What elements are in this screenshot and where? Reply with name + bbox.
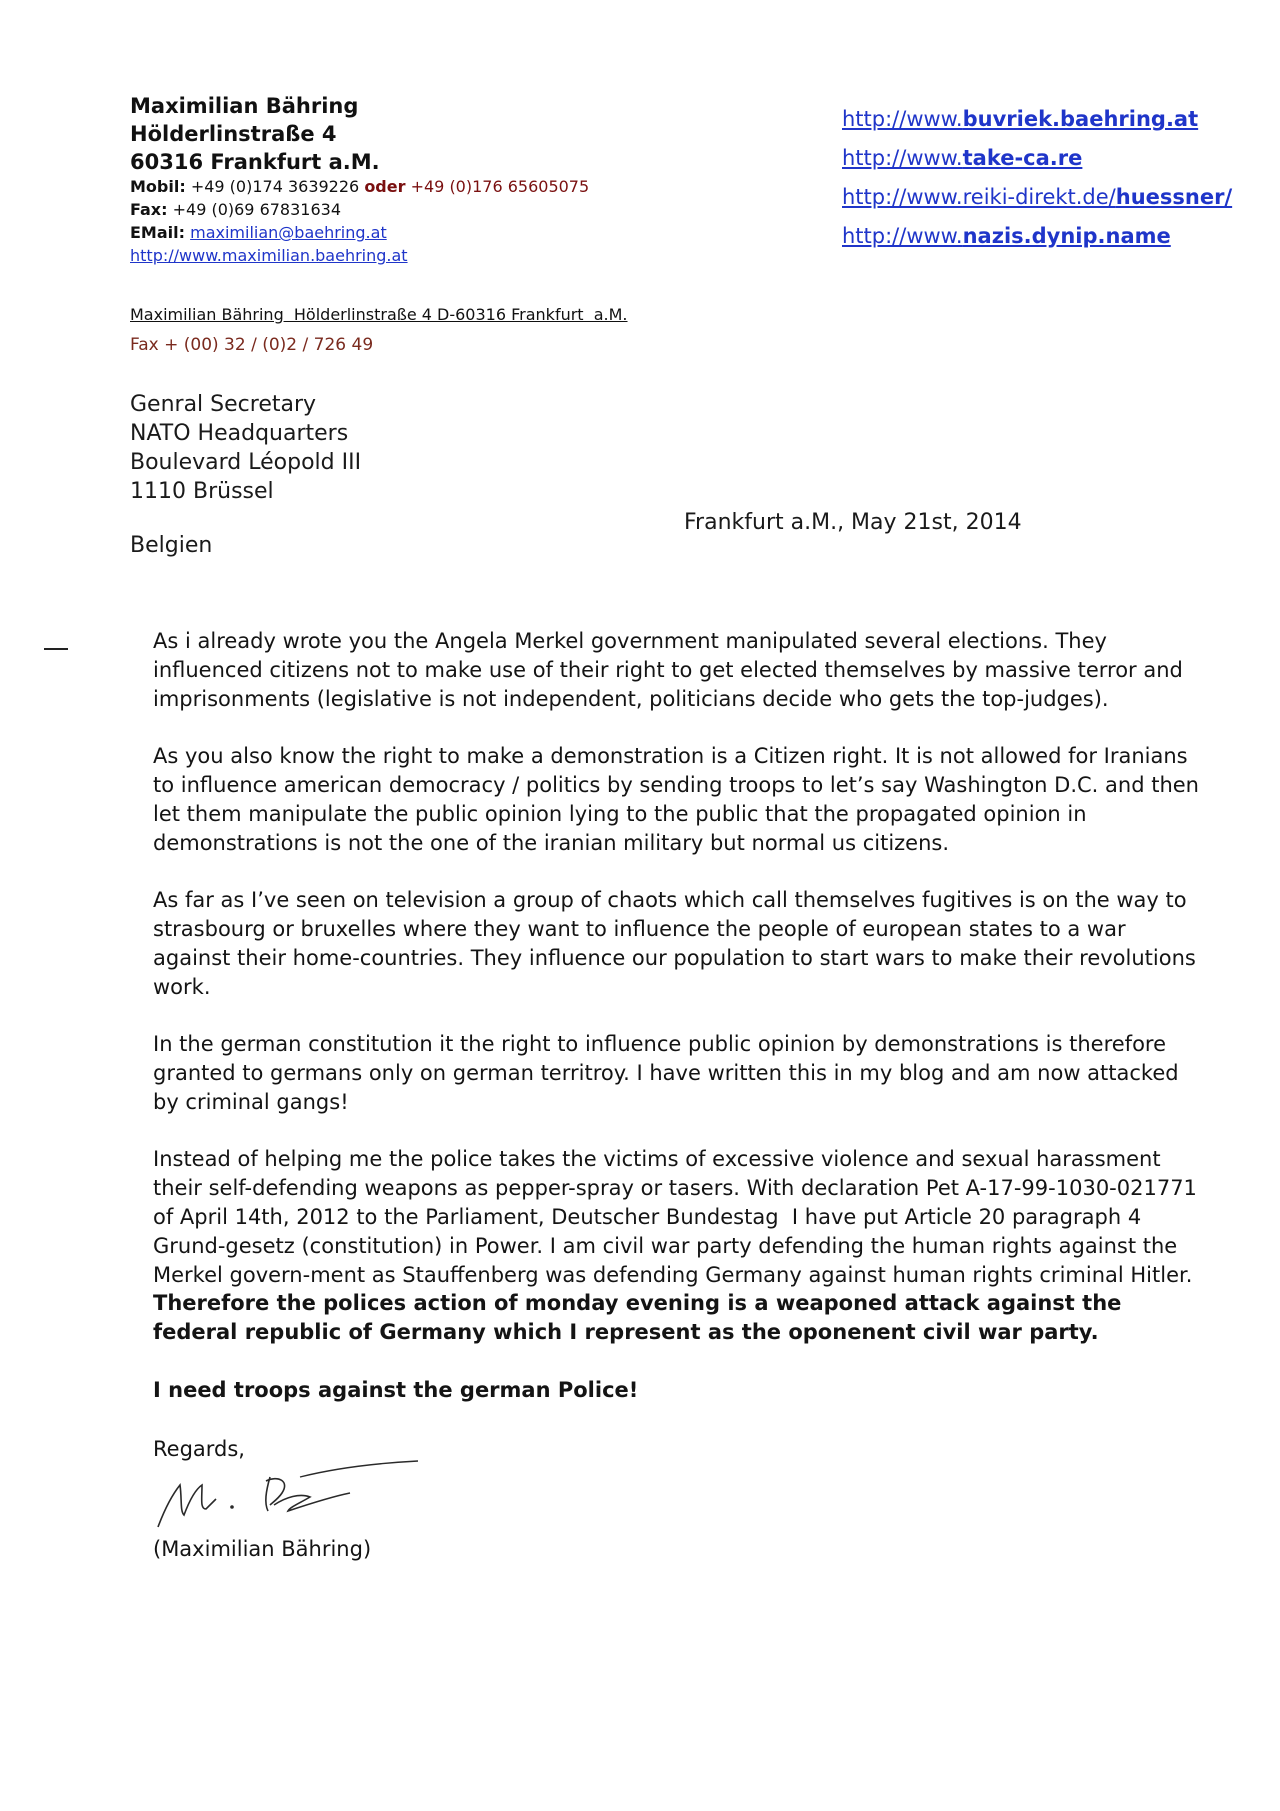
mobile-number-2: +49 (0)176 65605075 (405, 177, 590, 196)
body-paragraph-4: In the german constitution it the right to influence public opinion by demonstrations is therefore granted to germans only on german territroy. I have written this in my blog and am now attacked by criminal gangs! (153, 1032, 1179, 1114)
recipient-line-1: Genral Secretary (130, 392, 317, 417)
sender-fax-line (130, 198, 341, 221)
sender-city: 60316 Frankfurt a.M. (130, 150, 380, 174)
closing-regards: Regards, (153, 1436, 245, 1461)
fax-number: +49 (0)69 67831634 (167, 200, 341, 219)
body-paragraph-5-bold: Therefore the polices action of monday evening is a weaponed attack against the federal republic of Germany which I represent as the oponenent civil war party. (153, 1291, 1122, 1345)
fax-label: Fax: (130, 200, 168, 219)
url-link-reiki[interactable]: http://www.reiki-direkt.de/huessner/ (842, 185, 1233, 209)
recipient-address (130, 390, 361, 506)
sender-name: Maximilian Bähring (130, 94, 359, 118)
sender-website-line (130, 244, 408, 267)
body-paragraph-5-normal: Instead of helping me the police takes the victims of excessive violence and sexual harassment their self-defending weapons as pepper-spray or tasers. With declaration Pet A-17-99-1030-021771 of April 14th, 2012 to the Parliament, Deutscher Bundestag I have put Article 20 paragraph 4 Grund-gesetz (constitution) in Power. I am civil war party defending the human rights against the Merkel govern-ment as Stauffenberg was defending Germany against human rights criminal Hitler. (153, 1147, 1204, 1287)
email-label: EMail: (130, 223, 186, 242)
recipient-line-4: 1110 Brüssel (130, 479, 274, 504)
url-link-buvriek[interactable]: http://www.buvriek.baehring.at (842, 107, 1199, 131)
body-paragraph-5 (153, 1145, 1203, 1347)
signed-name: (Maximilian Bähring) (153, 1537, 372, 1561)
url-list (842, 100, 1232, 256)
recipient-fax: Fax + (00) 32 / (0)2 / 726 49 (130, 335, 374, 355)
mobile-label: Mobil: (130, 177, 186, 196)
body-paragraph-2: As you also know the right to make a demonstration is a Citizen right. It is not allowed for Iranians to influence american democracy / politics by sending troops to let’s say Washington D.C. and then let them manipulate the public opinion lying to the public that the propagated opinion in demonstrations is not the one of the iranian military but normal us citizens. (153, 744, 1199, 855)
handwritten-signature (150, 1455, 430, 1535)
sender-street: Hölderlinstraße 4 (130, 122, 337, 146)
recipient-line-3: Boulevard Léopold III (130, 450, 362, 475)
letter-body (153, 627, 1203, 1492)
letter-date: Frankfurt a.M., May 21st, 2014 (684, 510, 1022, 535)
body-paragraph-6: I need troops against the german Police! (153, 1377, 639, 1402)
return-address: Maximilian Bähring Hölderlinstraße 4 D-60316 Frankfurt a.M. (130, 305, 628, 324)
recipient-line-2: NATO Headquarters (130, 421, 349, 446)
website-link[interactable]: http://www.maximilian.baehring.at (130, 246, 408, 265)
url-link-nazis[interactable]: http://www.nazis.dynip.name (842, 224, 1171, 248)
body-paragraph-3: As far as I’ve seen on television a group of chaots which call themselves fugitives is on the way to strasbourg or bruxelles where they want to influence the people of european states to a war against their home-countries. They influence our population to start wars to make their revolutions work. (153, 888, 1196, 999)
fold-mark (44, 648, 68, 650)
url-link-take-care[interactable]: http://www.take-ca.re (842, 146, 1083, 170)
recipient-country: Belgien (130, 533, 213, 558)
mobile-or: oder (364, 177, 406, 196)
body-paragraph-1: As i already wrote you the Angela Merkel government manipulated several elections. They influenced citizens not to make use of their right to get elected themselves by massive terror and imprisonments (legislative is not independent, politicians decide who gets the top-judges). (153, 629, 1183, 711)
sender-address-block (130, 92, 380, 176)
sender-email-line (130, 221, 387, 244)
email-link[interactable]: maximilian@baehring.at (190, 223, 387, 242)
sender-mobile-line (130, 175, 589, 198)
mobile-number-1: +49 (0)174 3639226 (185, 177, 365, 196)
